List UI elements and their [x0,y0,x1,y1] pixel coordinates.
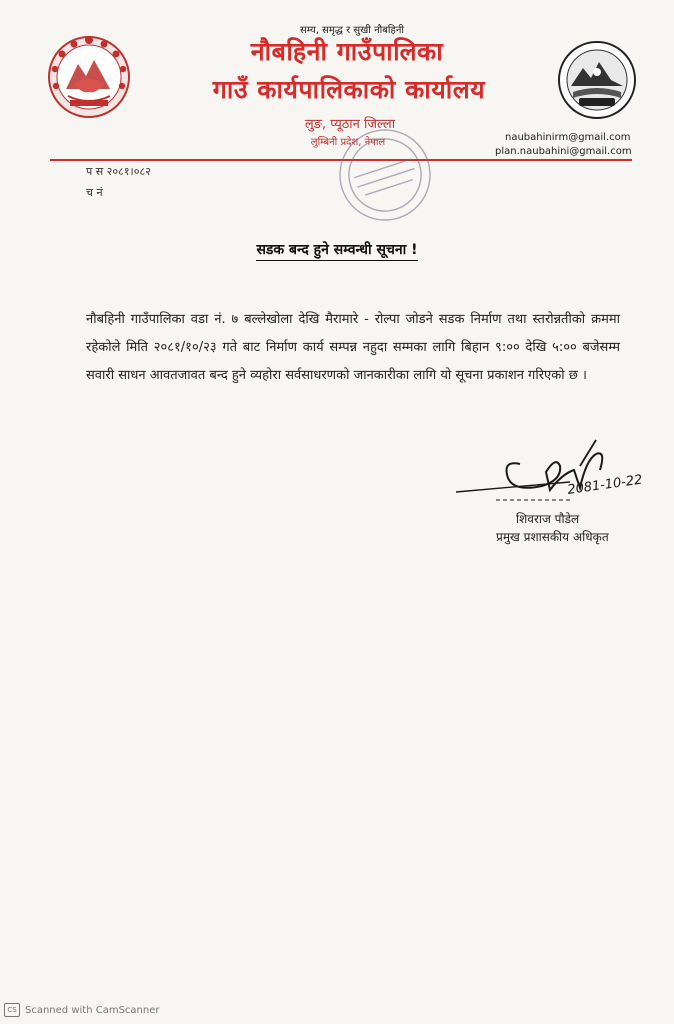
signature-date: 2081-10-22 [566,472,644,498]
email-primary: naubahinirm@gmail.com [505,132,631,143]
email-planning: plan.naubahini@gmail.com [495,146,632,157]
dispatch-number: च नं [86,186,103,199]
handwritten-signature [450,430,660,510]
province-address: लुम्बिनी प्रदेश, नेपाल [310,137,386,148]
notice-subject [0,240,674,259]
signatory-name: शिवराज पौडेल [516,512,580,526]
district-address: लुङ, प्यूठान जिल्ला [304,117,396,132]
tagline: सम्य, समृद्ध र सुखी नौबहिनी [300,25,404,36]
office-title: गाउँ कार्यपालिकाको कार्यालय [212,75,486,104]
scanner-footer [4,1003,160,1017]
notice-body: नौबहिनी गाउँपालिका वडा नं. ७ बल्लेखोला देखि मैरामारे - रोल्पा जोडने सडक निर्माण तथा स्तरोन्नतीको क्रममा रहेकोले मिति २०८१/१०/२३ गते बाट निर्माण कार्य सम्पन्न नहुदा सम्मका लागि बिहान ९:०० देखि ५:०० बजेसम्म सवारी साधन आवतजावत बन्द हुने व्यहोरा सर्वसाधरणको जानकारीका लागि यो सूचना प्रकाशन गरिएको छ । [86,312,620,383]
notice-subject-text: सडक बन्द हुने सम्वन्धी सूचना ! [256,242,417,261]
municipality-title: नौबहिनी गाउँपालिका [250,37,444,66]
office-stamp [330,120,440,230]
camscanner-icon: CS [4,1003,20,1017]
scanner-text: Scanned with CamScanner [25,1004,160,1016]
reference-number: प स २०८१।०८२ [86,165,151,178]
signatory-title: प्रमुख प्रशासकीय अधिकृत [496,530,609,544]
